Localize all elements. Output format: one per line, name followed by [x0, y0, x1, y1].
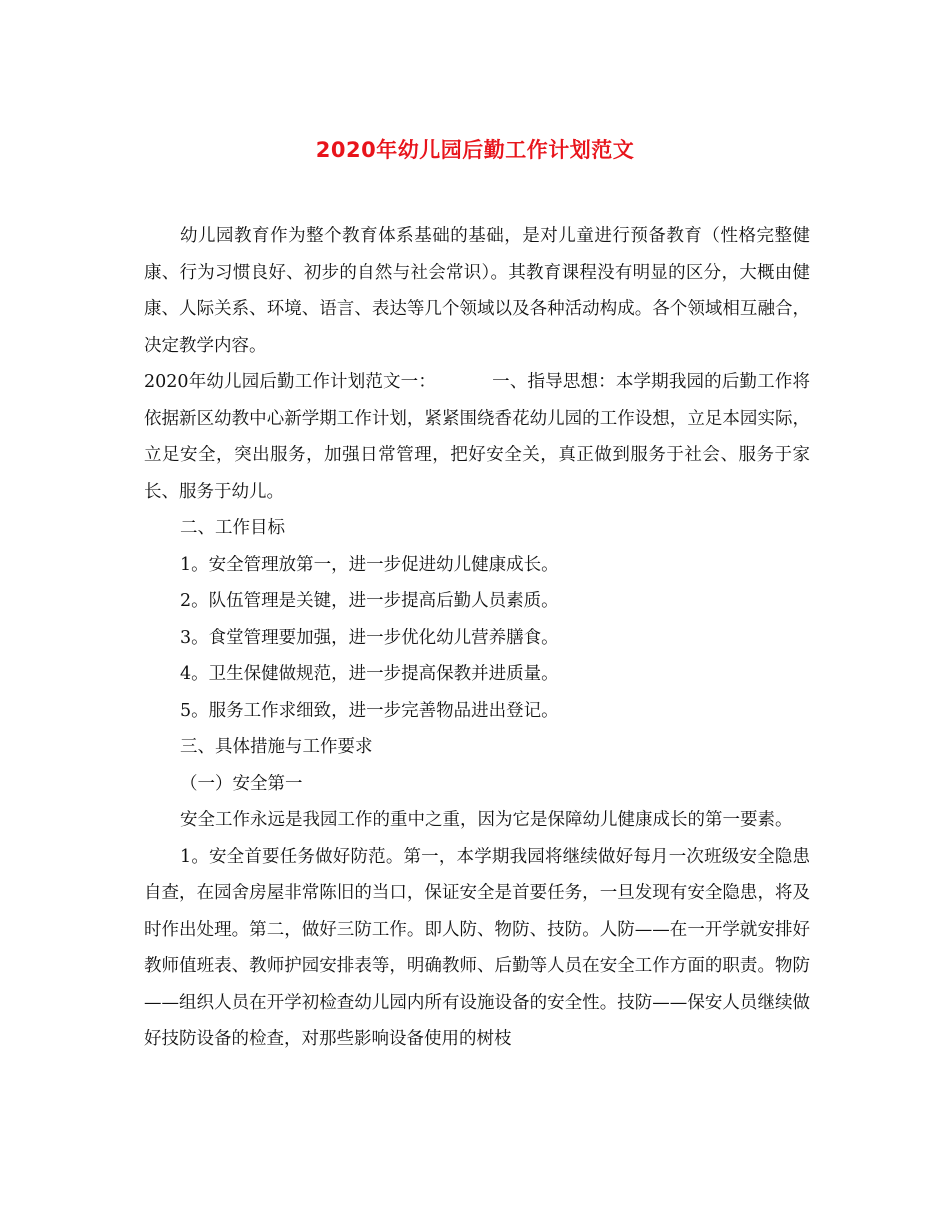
- document-title: 2020年幼儿园后勤工作计划范文: [315, 138, 635, 162]
- goal-item: 1。安全管理放第一，进一步促进幼儿健康成长。: [180, 554, 559, 575]
- goal-item: 4。卫生保健做规范，进一步提高保教并进质量。: [180, 664, 559, 684]
- goal-item: 5。服务工作求细致，进一步完善物品进出登记。: [180, 700, 559, 721]
- guiding-paragraph: [144, 364, 810, 510]
- safety-heading: （一）安全第一: [180, 773, 303, 794]
- safety-intro-paragraph: 安全工作永远是我园工作的重中之重，因为它是保障幼儿健康成长的第一要素。: [180, 810, 793, 830]
- intro-paragraph: 幼儿园教育作为整个教育体系基础的基础，是对儿童进行预备教育（性格完整健康、行为习惯良好、初步的自然与社会常识）。其教育课程没有明显的区分，大概由健康、人际关系、环境、语言、表达等几个领域以及各种活动构成。各个领域相互融合，决定教学内容。: [144, 226, 810, 356]
- safety-measure-paragraph: 1。安全首要任务做好防范。第一，本学期我园将继续做好每月一次班级安全隐患自查，在园舍房屋非常陈旧的当口，保证安全是首要任务，一旦发现有安全隐患，将及时作出处理。第二，做好三防工作。即人防、物防、技防。人防——在一开学就安排好教师值班表、教师护园安排表等，明确教师、后勤等人员在安全工作方面的职责。物防——组织人员在开学初检查幼儿园内所有设施设备的安全性。技防——保安人员继续做好技防设备的检查，对那些影响设备使用的树枝: [144, 846, 810, 1049]
- goal-item: 3。食堂管理要加强，进一步优化幼儿营养膳食。: [180, 627, 559, 648]
- goals-heading: 二、工作目标: [180, 518, 285, 538]
- guiding-text: 一、指导思想：本学期我园的后勤工作将依据新区幼教中心新学期工作计划，紧紧围绕香花幼儿园的工作设想，立足本园实际，立足安全，突出服务，加强日常管理，把好安全关，真正做到服务于社会、服务于家长、服务于幼儿。: [144, 372, 810, 502]
- measures-heading: 三、具体措施与工作要求: [180, 737, 373, 757]
- article-label: 2020年幼儿园后勤工作计划范文一：: [144, 372, 437, 392]
- goal-item: 2。队伍管理是关键，进一步提高后勤人员素质。: [180, 591, 559, 611]
- document-body: [144, 218, 810, 1058]
